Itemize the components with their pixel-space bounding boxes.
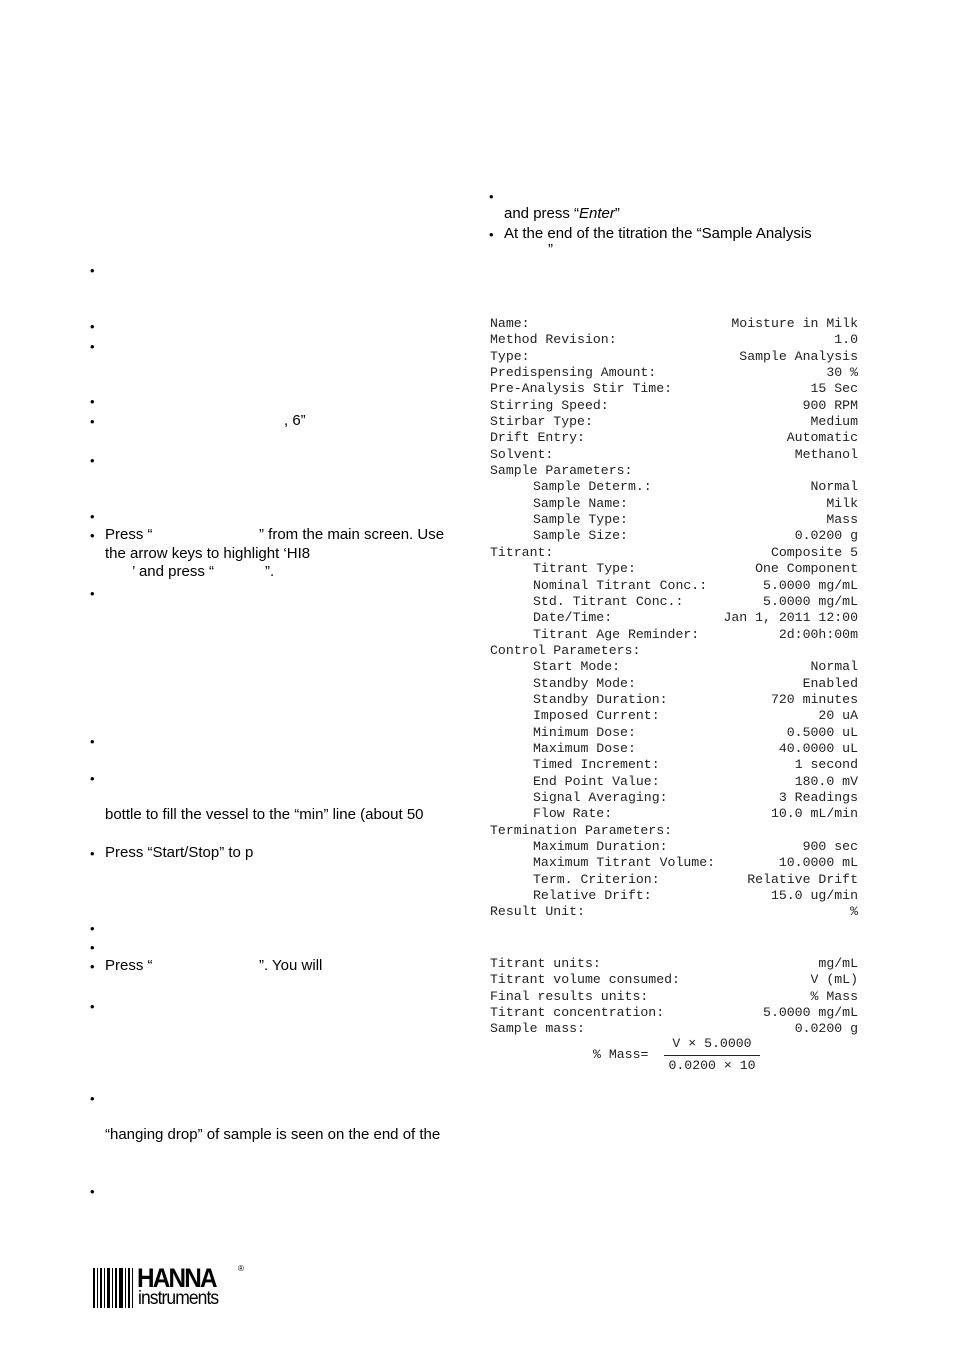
report-row-value: 5.0000 mg/mL xyxy=(763,577,858,593)
report-row-value: 15 Sec xyxy=(810,381,858,397)
text-line: , 6” xyxy=(284,412,306,429)
calc-row-label: Final results units: xyxy=(490,988,649,1004)
report-row xyxy=(490,708,858,724)
report-row-label: Sample Name: xyxy=(533,495,628,511)
report-row-value: Methanol xyxy=(794,446,858,462)
bullet: • xyxy=(90,921,95,936)
report-row-value: % xyxy=(850,904,858,920)
report-row xyxy=(490,741,858,757)
report-row-label: Termination Parameters: xyxy=(490,822,673,838)
report-row xyxy=(490,365,858,381)
report-row-value: 40.0000 uL xyxy=(778,740,858,756)
report-row xyxy=(490,463,858,479)
report-row-label: Maximum Dose: xyxy=(533,740,636,756)
report-row xyxy=(490,872,858,888)
report-row xyxy=(490,594,858,610)
calc-row xyxy=(490,956,858,972)
logo-subtitle: instruments xyxy=(138,1288,219,1309)
formula-numerator: V × 5.0000 xyxy=(672,1036,752,1051)
report-row xyxy=(490,774,858,790)
report-row xyxy=(490,806,858,822)
report-row-label: Std. Titrant Conc.: xyxy=(533,593,684,609)
logo-brand: HANNA xyxy=(137,1263,216,1293)
bullet: • xyxy=(90,394,95,409)
bullet: • xyxy=(90,339,95,354)
report-row-value: 15.0 ug/min xyxy=(770,888,858,904)
report-row xyxy=(490,855,858,871)
report-row-value: 3 Readings xyxy=(778,789,858,805)
bullet: • xyxy=(90,319,95,334)
text-line: At the end of the titration the “Sample Analysis xyxy=(504,225,812,242)
report-row xyxy=(490,757,858,773)
report-row-label: Timed Increment: xyxy=(533,757,660,773)
bullet: • xyxy=(90,509,95,524)
report-row-label: Standby Mode: xyxy=(533,675,636,691)
text-line: and press “Enter” xyxy=(504,205,620,222)
bullet: • xyxy=(489,189,494,204)
bullet: • xyxy=(90,846,95,861)
report-row xyxy=(490,528,858,544)
bullet: • xyxy=(90,453,95,468)
calc-row xyxy=(490,972,858,988)
report-row xyxy=(490,659,858,675)
report-row-value: 180.0 mV xyxy=(794,773,858,789)
calc-row-label: Sample mass: xyxy=(490,1021,585,1037)
text-line: ” from the main screen. Use xyxy=(259,526,445,543)
report-row xyxy=(490,839,858,855)
report-row-label: Stirbar Type: xyxy=(490,414,593,430)
text-line: ” xyxy=(548,241,553,258)
report-row-label: Sample Type: xyxy=(533,512,628,528)
report-row-label: Sample Parameters: xyxy=(490,463,633,479)
text-line: bottle to fill the vessel to the “min” line (about 50 xyxy=(105,806,424,823)
report-row xyxy=(490,725,858,741)
report-row xyxy=(490,610,858,626)
report-row-label: Standby Duration: xyxy=(533,691,668,707)
report-row-label: Nominal Titrant Conc.: xyxy=(533,577,708,593)
bullet: • xyxy=(90,1184,95,1199)
report-row xyxy=(490,447,858,463)
report-row-value: 1 second xyxy=(794,757,858,773)
calc-row-value: 5.0000 mg/mL xyxy=(763,1005,858,1021)
report-row-label: Titrant Age Reminder: xyxy=(533,626,700,642)
report-row-value: 30 % xyxy=(826,365,858,381)
report-row-label: Pre-Analysis Stir Time: xyxy=(490,381,673,397)
report-row xyxy=(490,578,858,594)
text-line: Press “Start/Stop” to p xyxy=(105,844,254,861)
text-line: ”. You will xyxy=(259,957,323,974)
report-row-label: Maximum Titrant Volume: xyxy=(533,855,716,871)
report-row-value: 1.0 xyxy=(834,332,858,348)
text-line: ’ and press “ xyxy=(132,563,214,580)
calculation-block xyxy=(490,956,858,1038)
report-row-value: One Component xyxy=(755,561,858,577)
report-row-label: Titrant: xyxy=(490,544,554,560)
text-line: the arrow keys to highlight ‘HI8 xyxy=(105,545,311,562)
report-row-value: Normal xyxy=(810,659,858,675)
report-row-label: Term. Criterion: xyxy=(533,871,660,887)
calc-row-label: Titrant volume consumed: xyxy=(490,972,680,988)
calc-row xyxy=(490,989,858,1005)
report-row-value: 720 minutes xyxy=(770,691,858,707)
report-row-label: Control Parameters: xyxy=(490,642,641,658)
report-row-value: Medium xyxy=(810,414,858,430)
formula-denominator: 0.0200 × 10 xyxy=(668,1058,756,1073)
calc-row-label: Titrant concentration: xyxy=(490,1005,665,1021)
report-row-value: 2d:00h:00m xyxy=(778,626,858,642)
report-row-value: Mass xyxy=(826,512,858,528)
report-row xyxy=(490,349,858,365)
report-row-label: Maximum Duration: xyxy=(533,839,668,854)
report-row xyxy=(490,888,858,904)
report-row-label: Drift Entry: xyxy=(490,430,585,446)
report-row-label: Date/Time: xyxy=(533,610,613,626)
calc-row xyxy=(490,1005,858,1021)
report-row-label: Sample Determ.: xyxy=(533,479,652,495)
report-row xyxy=(490,823,858,839)
report-row-label: Signal Averaging: xyxy=(533,789,668,805)
report-row-label: Start Mode: xyxy=(533,659,621,675)
registered-mark: ® xyxy=(238,1264,244,1273)
report-row-value: Relative Drift xyxy=(747,871,858,887)
hanna-logo xyxy=(93,1263,253,1312)
report-row-value: Moisture in Milk xyxy=(731,316,858,331)
report-row-value: 0.5000 uL xyxy=(786,724,858,740)
bullet: • xyxy=(489,227,494,242)
report-row-value: Automatic xyxy=(786,430,858,446)
text-line: Press “ xyxy=(105,526,153,543)
report-row-value: Normal xyxy=(810,479,858,495)
report-row xyxy=(490,627,858,643)
report-row-value: 0.0200 g xyxy=(794,528,858,544)
report-row-label: End Point Value: xyxy=(533,773,660,789)
report-row xyxy=(490,496,858,512)
calc-row-value: V (mL) xyxy=(810,972,858,988)
bullet: • xyxy=(90,1091,95,1106)
report-row-label: Sample Size: xyxy=(533,528,628,544)
method-report xyxy=(490,316,858,921)
bullet: • xyxy=(90,940,95,955)
report-row-label: Method Revision: xyxy=(490,332,617,348)
report-row xyxy=(490,676,858,692)
report-row-value: 10.0 mL/min xyxy=(770,806,858,822)
report-row xyxy=(490,316,858,332)
report-row-label: Solvent: xyxy=(490,446,554,462)
report-row-value: Enabled xyxy=(802,675,858,691)
report-row-value: 20 uA xyxy=(818,708,858,724)
report-row xyxy=(490,430,858,446)
calc-row-value: % Mass xyxy=(810,988,858,1004)
report-row-value: 900 sec xyxy=(802,839,858,854)
bullet: • xyxy=(90,734,95,749)
report-row xyxy=(490,479,858,495)
report-row-value: 5.0000 mg/mL xyxy=(763,593,858,609)
bullet: • xyxy=(90,959,95,974)
report-row-value: Milk xyxy=(826,495,858,511)
calc-row-label: Titrant units: xyxy=(490,956,601,971)
report-row-label: Result Unit: xyxy=(490,904,585,920)
report-row xyxy=(490,561,858,577)
calc-row-value: 0.0200 g xyxy=(794,1021,858,1037)
report-row xyxy=(490,790,858,806)
report-row xyxy=(490,512,858,528)
text-line: ”. xyxy=(265,563,275,580)
bullet: • xyxy=(90,414,95,429)
bullet: • xyxy=(90,771,95,786)
report-row-label: Flow Rate: xyxy=(533,806,613,822)
text-line: “hanging drop” of sample is seen on the end of the xyxy=(105,1126,441,1143)
report-row-label: Stirring Speed: xyxy=(490,397,609,413)
bullet: • xyxy=(90,999,95,1014)
report-row-value: Sample Analysis xyxy=(739,348,858,364)
report-row-label: Relative Drift: xyxy=(533,888,652,904)
report-row-label: Titrant Type: xyxy=(533,561,636,577)
report-row xyxy=(490,332,858,348)
formula-lhs: % Mass= xyxy=(593,1047,649,1062)
enter-key-label: Enter xyxy=(579,205,615,222)
report-row-label: Name: xyxy=(490,316,530,331)
report-row-label: Type: xyxy=(490,348,530,364)
report-row xyxy=(490,904,858,920)
report-row xyxy=(490,414,858,430)
calc-row-value: mg/mL xyxy=(818,956,858,971)
report-row-value: 10.0000 mL xyxy=(778,855,858,871)
report-row xyxy=(490,643,858,659)
bullet: • xyxy=(90,586,95,601)
report-row-label: Imposed Current: xyxy=(533,708,660,724)
bullet: • xyxy=(90,528,95,543)
report-row xyxy=(490,398,858,414)
text-line: Press “ xyxy=(105,957,153,974)
bullet: • xyxy=(90,263,95,278)
report-row-value: Composite 5 xyxy=(770,544,858,560)
fraction-bar xyxy=(664,1055,760,1056)
report-row xyxy=(490,381,858,397)
report-row-value: Jan 1, 2011 12:00 xyxy=(723,610,858,626)
report-row xyxy=(490,545,858,561)
report-row xyxy=(490,692,858,708)
report-row-label: Minimum Dose: xyxy=(533,724,636,740)
formula-fraction xyxy=(664,1036,760,1076)
report-row-label: Predispensing Amount: xyxy=(490,365,657,381)
report-row-value: 900 RPM xyxy=(802,397,858,413)
